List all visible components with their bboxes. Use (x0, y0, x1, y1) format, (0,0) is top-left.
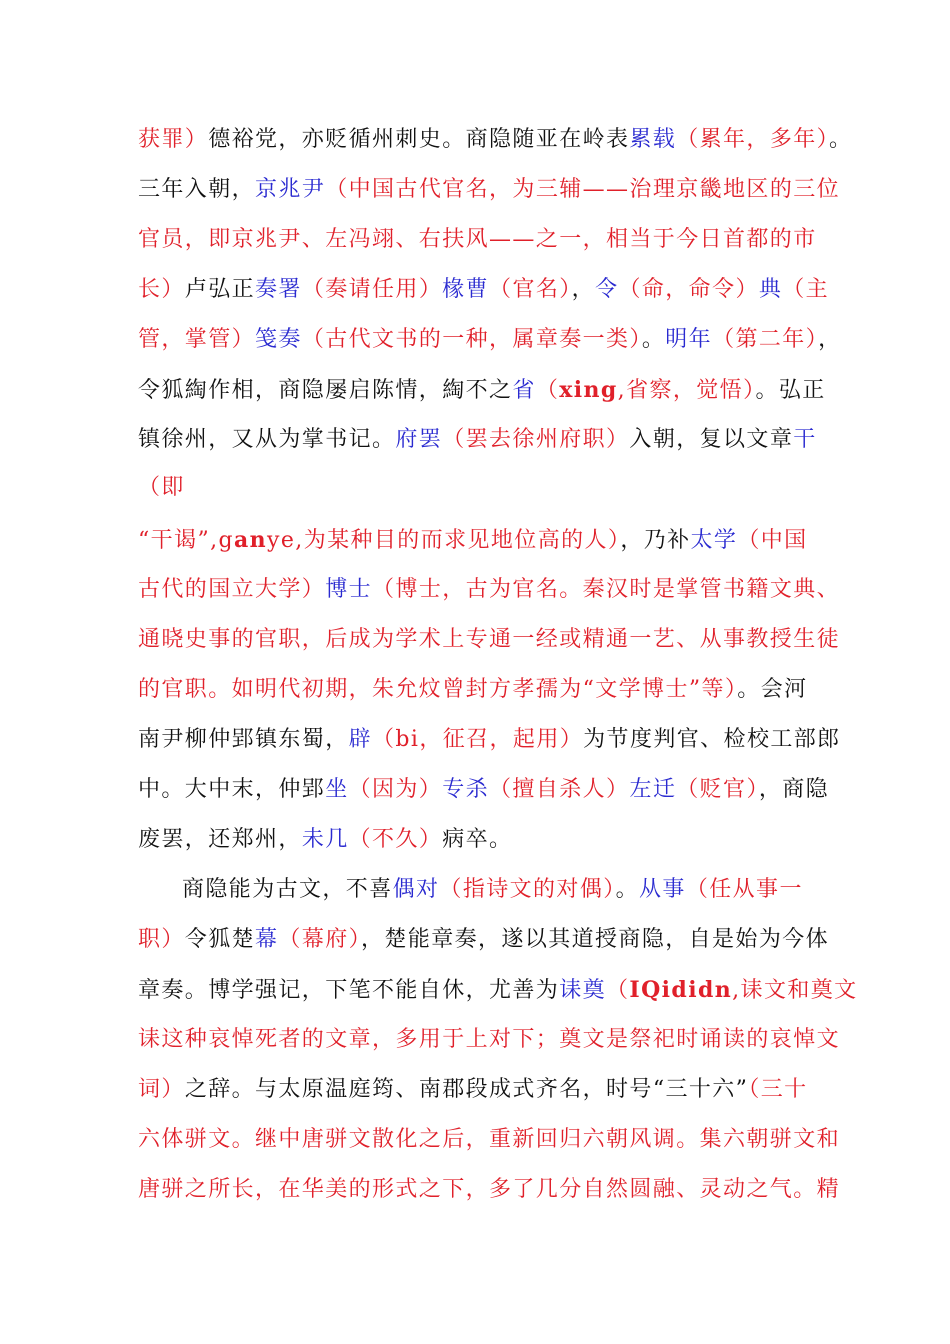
term-text: 未几 (301, 827, 349, 852)
body-text: ， (818, 327, 842, 352)
term-text: 明年 (665, 327, 713, 352)
annotation-text: （即 (138, 475, 185, 500)
annotation-text: （任从事一 (685, 877, 803, 902)
text-line (138, 620, 840, 660)
text-line (138, 220, 817, 260)
term-text: 辟 (348, 727, 373, 752)
text-line (138, 770, 829, 810)
term-text: 典 (758, 277, 783, 302)
body-text: 。 (829, 127, 853, 152)
annotation-text: 唐骈之所长，在华美的形式之下，多了几分自然圆融、灵动之气。精 (138, 1177, 841, 1202)
annotation-text: an (233, 527, 268, 553)
body-text: ，商隐 (758, 777, 830, 802)
term-text: 令 (595, 277, 619, 302)
body-text: 令狐綯作相，商隐屡启陈情，綯不之 (138, 378, 513, 403)
annotation-text: （累年，多年） (676, 127, 830, 152)
annotation-text: （罢去徐州府职） (442, 427, 630, 452)
term-text: 笺奏 (255, 327, 302, 352)
text-line (138, 520, 808, 560)
annotation-text: （命，命令） (618, 277, 759, 302)
term-text: 偶对 (392, 877, 440, 902)
annotation-text: 通晓史事的官职，后成为学术上专通一经或精通一艺、从事教授生徒 (138, 627, 841, 652)
body-text: 德裕党，亦贬循州刺史。商隐随亚在岭表 (208, 127, 630, 152)
annotation-text: IQididn (629, 977, 733, 1003)
annotation-text: 管，掌管） (138, 327, 256, 352)
annotation-text: （中国 (737, 528, 808, 553)
term-text: 干 (793, 427, 817, 452)
term-text: 幕 (255, 927, 279, 952)
text-line (138, 1020, 840, 1060)
annotation-text: 官员，即京兆尹、左冯翊、右扶风——之一，相当于今日首都的市 (138, 227, 817, 252)
annotation-text: （官名） (489, 277, 572, 302)
text-line (182, 870, 803, 910)
body-text: 南尹柳仲郢镇东蜀， (138, 727, 349, 752)
annotation-text: 长） (138, 277, 185, 302)
annotation-text: （主 (782, 277, 830, 302)
body-text: 废罢，还郑州， (138, 827, 302, 852)
term-text: 省 (512, 378, 536, 403)
text-line (138, 970, 858, 1010)
annotation-text: （擅自杀人） (489, 777, 630, 802)
text-line (138, 1120, 840, 1160)
annotation-text: 六体骈文。继中唐骈文散化之后，重新回归六朝风调。集六朝骈文和 (138, 1127, 841, 1152)
annotation-text: （幕府） (278, 927, 362, 952)
annotation-text: （ (535, 378, 560, 403)
term-text: 左迁 (629, 777, 677, 802)
body-text: 。 (641, 327, 666, 352)
annotation-text: g (218, 528, 234, 553)
text-line (138, 120, 852, 160)
text-line (138, 920, 829, 960)
annotation-text: 的官职。如明代初期，朱允炆曾封方孝孺为“文学博士”等） (138, 677, 738, 702)
annotation-text: “干谒”, (138, 528, 219, 553)
term-text: 累载 (629, 127, 677, 152)
annotation-text: 诔这种哀悼死者的文章，多用于上对下；奠文是祭祀时诵读的哀悼文 (138, 1027, 841, 1052)
annotation-text: （指诗文的对偶） (439, 877, 616, 902)
annotation-text: ,省察，觉悟） (617, 378, 756, 403)
annotation-text: ,诔文和奠文 (732, 978, 858, 1003)
body-text: 卢弘正 (184, 277, 256, 302)
body-text: ，楚能章奏，遂以其道授商隐，自是始为今体 (361, 927, 830, 952)
body-text: ， (571, 277, 596, 302)
text-line (138, 1070, 808, 1110)
text-line (138, 720, 841, 760)
text-line (138, 820, 512, 860)
annotation-text: （中国古代官名，为三辅——治理京畿地区的三位 (325, 177, 841, 202)
body-text: 入朝，复以文章 (629, 427, 794, 452)
text-line (138, 570, 840, 610)
annotation-text: （博士，古为官名。秦汉时是掌管书籍文典、 (372, 577, 841, 602)
term-text: 专杀 (442, 777, 490, 802)
annotation-text: （贬官） (676, 777, 759, 802)
annotation-text: （bi，征召，起用） (372, 727, 584, 752)
body-text: 商隐能为古文，不喜 (182, 877, 393, 902)
annotation-text: （奏请任用） (301, 277, 443, 302)
term-text: 太学 (690, 528, 738, 553)
annotation-text: 古代的国立大学） (138, 577, 326, 602)
annotation-text: 职） (138, 927, 185, 952)
text-line (138, 420, 817, 460)
text-line (138, 1170, 840, 1210)
body-text: 中。大中末，仲郢 (138, 777, 326, 802)
body-text: 病卒。 (442, 827, 513, 852)
annotation-text: （三十 (748, 1077, 808, 1102)
annotation-text: e,为某种目的而求见地位高的人） (280, 528, 621, 553)
text-line (138, 170, 840, 210)
term-text: 奏署 (255, 277, 302, 302)
term-text: 府罢 (395, 427, 443, 452)
body-text: 之辞。与太原温庭筠、南郡段成式齐名，时号“三十六” (184, 1077, 749, 1102)
body-text: 。弘正 (755, 378, 826, 403)
annotation-text: xing (559, 377, 618, 403)
text-line (138, 468, 185, 508)
body-text: 。 (615, 877, 640, 902)
text-line (138, 270, 829, 310)
term-text: 京兆尹 (255, 177, 326, 202)
body-text: 为节度判官、检校工部郎 (583, 727, 841, 752)
annotation-text: （第二年） (712, 327, 819, 352)
term-text: 博士 (325, 577, 373, 602)
annotation-text: （古代文书的一种，属章奏一类） (301, 327, 642, 352)
body-text: 令狐楚 (184, 927, 256, 952)
body-text: 章奏。博学强记，下笔不能自休，尤善为 (138, 978, 560, 1003)
text-line (138, 670, 808, 710)
body-text: ，乃补 (620, 528, 691, 553)
body-text: 三年入朝， (138, 177, 256, 202)
annotation-text: 词） (138, 1077, 185, 1102)
annotation-text: 获罪） (138, 127, 209, 152)
term-text: 坐 (325, 777, 349, 802)
annotation-text: （不久） (348, 827, 443, 852)
body-text: 镇徐州，又从为掌书记。 (138, 427, 396, 452)
term-text: 诔奠 (559, 978, 607, 1003)
term-text: 从事 (639, 877, 686, 902)
annotation-text: （ (606, 978, 630, 1003)
text-line (138, 320, 841, 360)
body-text: 。会河 (737, 677, 808, 702)
term-text: 椽曹 (442, 277, 490, 302)
annotation-text: （因为） (348, 777, 443, 802)
annotation-text: y (267, 528, 281, 553)
text-line (138, 370, 826, 410)
